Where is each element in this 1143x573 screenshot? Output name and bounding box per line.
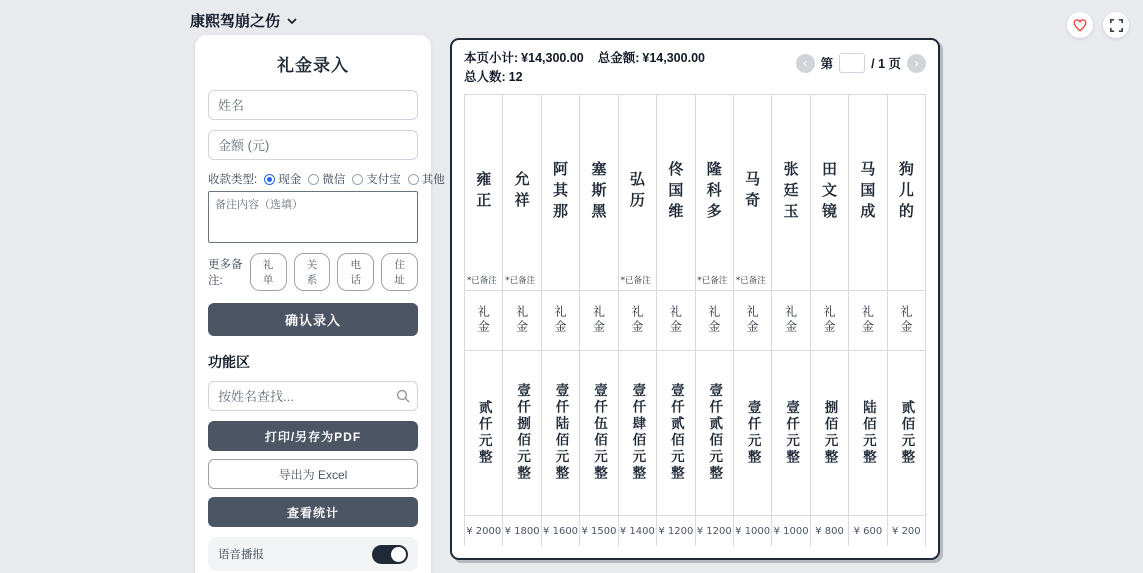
- entry-form-panel: [195, 35, 445, 573]
- voice-broadcast-label: 语音播报: [218, 549, 264, 561]
- gift-cell: [696, 291, 733, 351]
- subtotal-value: ¥14,300.00: [521, 51, 584, 65]
- ledger-column[interactable]: [657, 95, 695, 546]
- entry-amount-cn: 贰佰元整: [898, 399, 915, 466]
- search-input[interactable]: [208, 381, 418, 411]
- entry-name: 田文镜: [820, 160, 838, 224]
- entry-name: 允祥: [512, 171, 531, 214]
- name-input[interactable]: [208, 90, 418, 120]
- ledger-totals: [464, 49, 705, 88]
- entry-name: 弘历: [627, 171, 646, 214]
- radio-alipay[interactable]: [352, 171, 401, 187]
- amount-cell: [580, 516, 617, 546]
- radio-dot: [264, 174, 275, 185]
- amount-cn-cell: [580, 351, 617, 516]
- gift-cell: [619, 291, 656, 351]
- page-prefix: 第: [820, 57, 834, 71]
- fullscreen-button[interactable]: [1103, 12, 1129, 38]
- ledger-column[interactable]: [619, 95, 657, 546]
- radio-label: 现金: [278, 174, 302, 186]
- amount-cn-cell: [542, 351, 579, 516]
- entry-name: 塞斯黑: [589, 160, 608, 224]
- noted-marker: *已备注: [467, 275, 497, 286]
- amount-cell: [734, 516, 771, 546]
- pagination: [796, 53, 926, 73]
- entry-amount: ¥ 1800: [504, 525, 540, 537]
- subtotal-label: 本页小计:: [464, 51, 519, 65]
- favorite-button[interactable]: [1067, 12, 1093, 38]
- view-stats-button[interactable]: 查看统计: [208, 497, 418, 527]
- entry-amount-cn: 捌佰元整: [821, 399, 838, 466]
- gift-label: 礼金: [629, 305, 644, 336]
- noted-marker: *已备注: [735, 275, 766, 286]
- entry-name: 雍正: [474, 171, 493, 214]
- name-cell: [657, 95, 694, 291]
- name-cell: [580, 95, 617, 291]
- page-suffix: / 1 页: [871, 57, 901, 71]
- ledger-column[interactable]: [888, 95, 926, 546]
- entry-amount-cn: 壹仟陆佰元整: [552, 383, 569, 483]
- entry-amount-cn: 壹仟贰佰元整: [706, 383, 723, 483]
- prev-page-button[interactable]: ‹: [796, 54, 815, 73]
- amount-cn-cell: [503, 351, 540, 516]
- gift-cell: [465, 291, 502, 351]
- amount-cell: [657, 516, 694, 546]
- gift-label: 礼金: [553, 305, 568, 336]
- gift-label: 礼金: [822, 305, 836, 336]
- print-pdf-button[interactable]: 打印/另存为PDF: [208, 421, 418, 451]
- gift-label: 礼金: [745, 305, 760, 336]
- form-title: 礼金录入: [277, 56, 349, 75]
- entry-name: 佟国维: [666, 160, 685, 224]
- amount-input[interactable]: [208, 130, 418, 160]
- noted-marker: *已备注: [697, 275, 728, 286]
- amount-cn-cell: [619, 351, 656, 516]
- note-textarea[interactable]: [208, 191, 418, 243]
- entry-amount: ¥ 1500: [581, 525, 617, 537]
- amount-cell: [542, 516, 579, 546]
- chevron-down-icon[interactable]: [286, 15, 298, 27]
- name-cell: [696, 95, 733, 291]
- gift-label: 礼金: [476, 305, 491, 336]
- ledger-column[interactable]: [503, 95, 541, 546]
- amount-cn-cell: [465, 351, 502, 516]
- gift-cell: [503, 291, 540, 351]
- radio-cash[interactable]: [264, 171, 301, 187]
- ledger-column[interactable]: [580, 95, 618, 546]
- page-title: 康熙驾崩之伤: [190, 13, 281, 30]
- gift-label: 礼金: [514, 305, 529, 336]
- ledger-column[interactable]: [542, 95, 580, 546]
- gift-label: 礼金: [860, 305, 875, 336]
- name-cell: [542, 95, 579, 291]
- name-cell: [811, 95, 848, 291]
- name-cell: [849, 95, 886, 291]
- name-cell: [888, 95, 925, 291]
- count-value: 12: [508, 70, 523, 85]
- entry-name: 狗儿的: [896, 160, 915, 224]
- noted-marker: *已备注: [620, 275, 651, 286]
- entry-amount-cn: 壹仟肆佰元整: [629, 383, 646, 483]
- entry-amount: ¥ 1400: [619, 525, 655, 537]
- amount-cell: [696, 516, 733, 546]
- amount-cell: [772, 516, 809, 546]
- entry-name: 阿其那: [551, 160, 570, 224]
- gift-cell: [811, 291, 848, 351]
- note-tag-gift-list-button[interactable]: 礼单: [250, 253, 287, 291]
- amount-cn-cell: [849, 351, 886, 516]
- amount-cell: [465, 516, 502, 546]
- export-excel-button[interactable]: 导出为 Excel: [208, 459, 418, 489]
- entry-name: 马奇: [743, 171, 762, 214]
- search-wrap: [208, 381, 418, 411]
- search-icon: [396, 389, 410, 403]
- amount-cn-cell: [657, 351, 694, 516]
- gift-label: 礼金: [668, 305, 683, 336]
- entry-amount-cn: 壹仟捌佰元整: [514, 383, 531, 483]
- next-page-button[interactable]: ›: [907, 54, 926, 73]
- ledger-column[interactable]: [465, 95, 503, 546]
- entry-amount: ¥ 2000: [466, 525, 502, 537]
- fullscreen-icon: [1110, 19, 1123, 32]
- entry-amount-cn: 壹仟贰佰元整: [667, 383, 684, 483]
- amount-cell: [811, 516, 848, 546]
- gift-cell: [657, 291, 694, 351]
- entry-amount: ¥ 1200: [658, 525, 694, 537]
- voice-broadcast-row: [208, 537, 418, 571]
- payment-type-group: [208, 171, 445, 187]
- ledger-column[interactable]: [696, 95, 734, 546]
- gift-cell: [772, 291, 809, 351]
- amount-cell: [888, 516, 925, 546]
- gift-cell: [542, 291, 579, 351]
- entry-amount-cn: 陆佰元整: [859, 399, 876, 466]
- ledger-column[interactable]: [849, 95, 887, 546]
- entry-amount: ¥ 1000: [735, 525, 771, 537]
- tools-section-title: 功能区: [208, 354, 250, 370]
- note-tag-address-button[interactable]: 住址: [381, 253, 418, 291]
- radio-other[interactable]: [408, 171, 445, 187]
- more-notes-label: 更多备注:: [208, 259, 243, 287]
- radio-label: 微信: [322, 174, 346, 186]
- entry-amount: ¥ 200: [892, 525, 921, 537]
- radio-dot: [352, 174, 363, 185]
- note-tag-phone-button[interactable]: 电话: [337, 253, 374, 291]
- ledger-panel: [450, 38, 940, 560]
- name-cell: [503, 95, 540, 291]
- amount-cn-cell: [811, 351, 848, 516]
- radio-label: 其他: [421, 174, 445, 186]
- radio-wechat[interactable]: [308, 171, 345, 187]
- payment-type-label: 收款类型:: [208, 174, 258, 186]
- count-label: 总人数:: [464, 70, 506, 85]
- app-title-row: [190, 10, 298, 31]
- gift-cell: [734, 291, 771, 351]
- name-cell: [734, 95, 771, 291]
- entry-name: 马国成: [858, 160, 877, 224]
- page-input[interactable]: [839, 53, 865, 73]
- gift-label: 礼金: [898, 305, 913, 336]
- entry-amount: ¥ 800: [815, 525, 844, 537]
- entry-amount-cn: 贰仟元整: [475, 399, 492, 466]
- toggle-knob: [391, 547, 406, 562]
- ledger-table: [464, 94, 926, 546]
- voice-broadcast-toggle[interactable]: [372, 545, 408, 564]
- gift-label: 礼金: [706, 305, 721, 336]
- entry-amount: ¥ 1600: [543, 525, 579, 537]
- entry-name: 张廷玉: [781, 160, 800, 224]
- amount-cn-cell: [888, 351, 925, 516]
- name-cell: [465, 95, 502, 291]
- ledger-column[interactable]: [734, 95, 772, 546]
- noted-marker: *已备注: [505, 275, 536, 286]
- ledger-header: [464, 49, 926, 88]
- radio-dot: [408, 174, 419, 185]
- entry-amount-cn: 壹仟元整: [783, 399, 800, 466]
- amount-cn-cell: [772, 351, 809, 516]
- gift-cell: [580, 291, 617, 351]
- entry-amount: ¥ 1000: [773, 525, 809, 537]
- gift-cell: [849, 291, 886, 351]
- entry-amount-cn: 壹仟元整: [744, 399, 761, 466]
- confirm-entry-button[interactable]: 确认录入: [208, 303, 418, 336]
- name-cell: [772, 95, 809, 291]
- gift-label: 礼金: [783, 305, 798, 336]
- amount-cell: [503, 516, 540, 546]
- note-tag-relation-button[interactable]: 关系: [294, 253, 331, 291]
- entry-amount: ¥ 600: [853, 525, 883, 537]
- gift-label: 礼金: [591, 305, 606, 336]
- entry-name: 隆科多: [704, 160, 723, 224]
- name-cell: [619, 95, 656, 291]
- gift-cell: [888, 291, 925, 351]
- more-notes-row: [208, 253, 418, 291]
- amount-cn-cell: [734, 351, 771, 516]
- total-label: 总金额:: [597, 51, 640, 65]
- entry-amount-cn: 壹仟伍佰元整: [590, 383, 607, 483]
- ledger-column[interactable]: [811, 95, 849, 546]
- heart-icon: [1073, 19, 1087, 32]
- total-value: ¥14,300.00: [642, 51, 705, 65]
- top-actions: [1067, 12, 1129, 38]
- entry-amount: ¥ 1200: [696, 525, 732, 537]
- amount-cn-cell: [696, 351, 733, 516]
- amount-cell: [619, 516, 656, 546]
- radio-dot: [308, 174, 319, 185]
- ledger-column[interactable]: [772, 95, 810, 546]
- amount-cell: [849, 516, 886, 546]
- radio-label: 支付宝: [366, 174, 401, 186]
